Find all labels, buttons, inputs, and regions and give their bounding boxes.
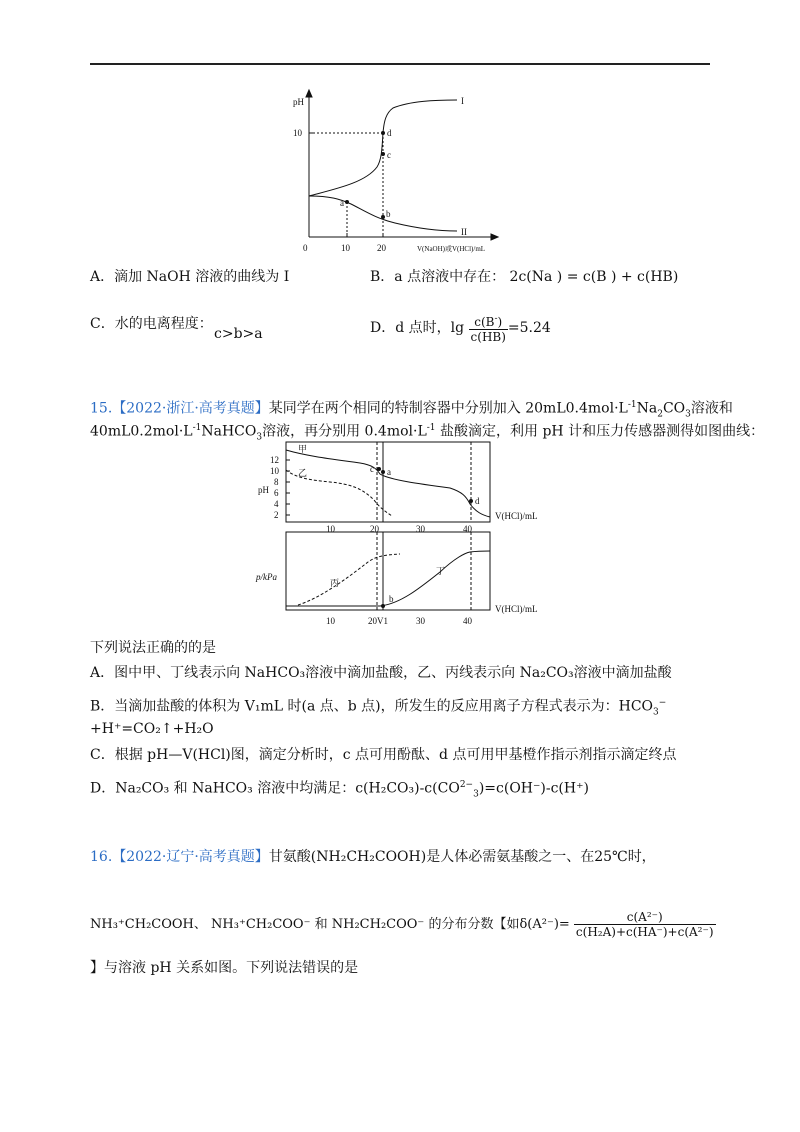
- q15-l2sup2: -1: [426, 423, 436, 433]
- q15-option-b-sub: 3: [653, 707, 659, 718]
- p-x-label: V(HCl)/mL: [495, 604, 538, 614]
- label-b2: b: [389, 594, 394, 604]
- q16-tag: 【2022·辽宁·高考真题】: [112, 849, 269, 865]
- frac-num-sup: -: [494, 314, 498, 324]
- ph-tick-label-8: 8: [274, 477, 279, 487]
- label-c2: c: [370, 464, 374, 474]
- q16-number: 16.: [90, 849, 113, 865]
- y-axis-arrow: [306, 90, 312, 97]
- point-c: [381, 152, 385, 156]
- q16-l1b: 是人体必需氨基酸之一、在: [426, 849, 595, 865]
- ph-x-tick-10: 10: [326, 524, 335, 534]
- x-tick-label-0: 0: [303, 243, 308, 253]
- curve-bing: [298, 554, 400, 605]
- label-I: I: [461, 96, 464, 106]
- q16-species1: NH₃⁺CH₂COOH: [90, 917, 194, 932]
- q14-option-d-prefix: D．d 点时，: [370, 320, 451, 336]
- x-tick-label-20: 20: [377, 243, 386, 253]
- q15-option-d-sub: 3: [473, 789, 479, 800]
- ph-x-label: V(HCl)/mL: [495, 511, 538, 521]
- q15-option-b-cont: +H⁺=CO₂↑+H₂O: [90, 721, 214, 737]
- q15-number: 15.: [90, 400, 113, 417]
- point-b2: [381, 604, 385, 608]
- y-label: pH: [293, 97, 304, 107]
- ph-x-tick-20: 20: [370, 524, 379, 534]
- q15-l2sub: 3: [256, 432, 263, 443]
- curve-ding: [286, 551, 490, 606]
- ph-x-tick-40: 40: [463, 524, 472, 534]
- label-II: II: [461, 227, 467, 237]
- pressure-axis-label: p/kPa: [256, 572, 277, 582]
- q16-and: 和: [314, 917, 328, 932]
- x-axis-arrow: [491, 234, 498, 240]
- q16-l1c: 时，: [627, 849, 656, 865]
- q16-species2: NH₃⁺CH₂COO⁻: [211, 917, 311, 932]
- label-d2: d: [475, 496, 480, 506]
- label-jia: 甲: [298, 444, 308, 454]
- q15-option-b-sup: −: [658, 698, 667, 708]
- ph-axis-label: pH: [258, 485, 269, 495]
- q15-l1a: 某同学在两个相同的特制容器中分别加入 20mL0.4mol·L: [268, 400, 628, 417]
- point-a2: [381, 470, 385, 474]
- q14-option-d: [370, 312, 551, 344]
- curve-jia: [286, 450, 490, 517]
- q15-tag: 【2022·浙江·高考真题】: [112, 400, 269, 417]
- figure-ph-pressure: [250, 440, 550, 630]
- q16-sep1: 、: [193, 917, 207, 932]
- q15-option-d-text: D．Na₂CO₃ 和 NaHCO₃ 溶液中均满足：c(H₂CO₃)-c(CO: [90, 780, 460, 797]
- x-tick-label-10: 10: [341, 243, 350, 253]
- p-x-tick-10: 10: [326, 616, 335, 626]
- q14-option-c-prefix: C．水的电离程度：: [90, 316, 213, 332]
- p-x-tick-40: 40: [463, 616, 472, 626]
- q14-option-d-value: =5.24: [507, 320, 551, 336]
- pressure-panel-frame: [286, 532, 490, 610]
- q16-stem-line3: 】与溶液 pH 关系如图。下列说法错误的是: [90, 960, 359, 976]
- ph-x-tick-30: 30: [416, 524, 425, 534]
- q15-option-b-text: B．当滴加盐酸的体积为 V₁mL 时(a 点、b 点)，所发生的反应用离子方程式表示为：HCO: [90, 698, 654, 715]
- y-tick-label-10: 10: [293, 128, 302, 138]
- q15-l2b: NaHCO: [201, 423, 257, 440]
- q15-option-d-sup: 2−: [459, 780, 474, 790]
- q14-option-b-formula: 2c(Na ) = c(B ) + c(HB): [509, 269, 679, 285]
- q15-question: 下列说法正确的的是: [90, 640, 216, 656]
- point-a: [345, 200, 349, 204]
- label-b: b: [386, 209, 391, 219]
- q16-frac-den: c(H₂A)+c(HA⁻)+c(A²⁻): [575, 925, 714, 939]
- label-a2: a: [387, 467, 391, 477]
- point-d: [381, 131, 385, 135]
- q16-fraction: [574, 910, 716, 939]
- q16-species3: NH₂CH₂COO⁻: [331, 917, 425, 932]
- label-a: a: [340, 198, 344, 208]
- frac-den: c(HB): [470, 330, 506, 344]
- q14-option-d-lg: lg: [450, 320, 465, 336]
- figure-titration-curves: [285, 85, 520, 260]
- q15-l1sub2: 3: [685, 409, 691, 420]
- q15-l1sub: 2: [657, 409, 663, 420]
- x-label: V(NaOH)或V(HCl)/mL: [417, 245, 486, 253]
- label-c: c: [387, 150, 391, 160]
- frac-num-end: ): [497, 315, 503, 329]
- ph-tick-label-4: 4: [274, 499, 279, 509]
- label-ding: 丁: [436, 566, 446, 576]
- q16-stem-line1: [90, 847, 656, 867]
- label-bing: 丙: [330, 578, 340, 588]
- q15-l1d: 溶液和: [690, 400, 733, 417]
- frac-num: c(B: [474, 315, 495, 329]
- label-d: d: [387, 128, 392, 138]
- ph-tick-label-2: 2: [274, 510, 279, 520]
- q14-option-c-value: c>b>a: [214, 326, 263, 342]
- q16-l1a: 甘氨酸: [268, 849, 311, 865]
- ph-panel-frame: [286, 442, 490, 522]
- ph-tick-label-12: 12: [270, 455, 279, 465]
- q15-option-d: [90, 775, 589, 804]
- q15-l1b: Na: [636, 400, 658, 417]
- q16-stem-line2: [90, 910, 716, 939]
- q15-option-a: A．图中甲、丁线表示向 NaHCO₃溶液中滴加盐酸，乙、丙线表示向 Na₂CO₃溶液中滴加盐酸: [90, 665, 672, 681]
- q15-l1sup: -1: [627, 400, 637, 410]
- q14-option-b-prefix: B．a 点溶液中存在：: [370, 269, 506, 285]
- q15-option-c: C．根据 pH—V(HCl)图，滴定分析时，c 点可用酚酞、d 点可用甲基橙作指示剂指示滴定终点: [90, 747, 677, 763]
- q15-l2c: 溶液，再分别用 0.4mol·L: [262, 423, 427, 440]
- q15-l1c: CO: [662, 400, 686, 417]
- q15-option-d-end: )=c(OH⁻)-c(H⁺): [478, 780, 589, 797]
- p-x-tick-30: 30: [416, 616, 425, 626]
- q16-l1-formula: (NH₂CH₂COOH): [310, 849, 427, 865]
- q15-l2sup: -1: [192, 423, 202, 433]
- q14-option-c: [90, 314, 213, 334]
- q16-delta: δ(A²⁻)=: [519, 917, 570, 932]
- q16-frac-num: c(A²⁻): [574, 910, 716, 925]
- q16-dist: 的分布分数【如: [428, 917, 520, 932]
- q14-option-d-fraction: [469, 312, 508, 344]
- point-d2: [469, 499, 473, 503]
- q15-l2a: 40mL0.2mol·L: [90, 423, 193, 440]
- label-yi: 乙: [298, 468, 308, 478]
- ph-tick-label-10: 10: [270, 466, 279, 476]
- q14-option-a: A．滴加 NaOH 溶液的曲线为 I: [90, 269, 290, 285]
- point-c2: [377, 467, 381, 471]
- q15-l2d: 盐酸滴定，利用 pH 计和压力传感器测得如图曲线：: [435, 423, 765, 440]
- header-rule: [90, 63, 710, 65]
- q16-l1-temp: 25℃: [594, 849, 628, 865]
- ph-tick-label-6: 6: [274, 488, 279, 498]
- point-b: [381, 215, 385, 219]
- q14-option-b: [370, 267, 678, 287]
- p-x-tick-20v1: 20V1: [368, 616, 388, 626]
